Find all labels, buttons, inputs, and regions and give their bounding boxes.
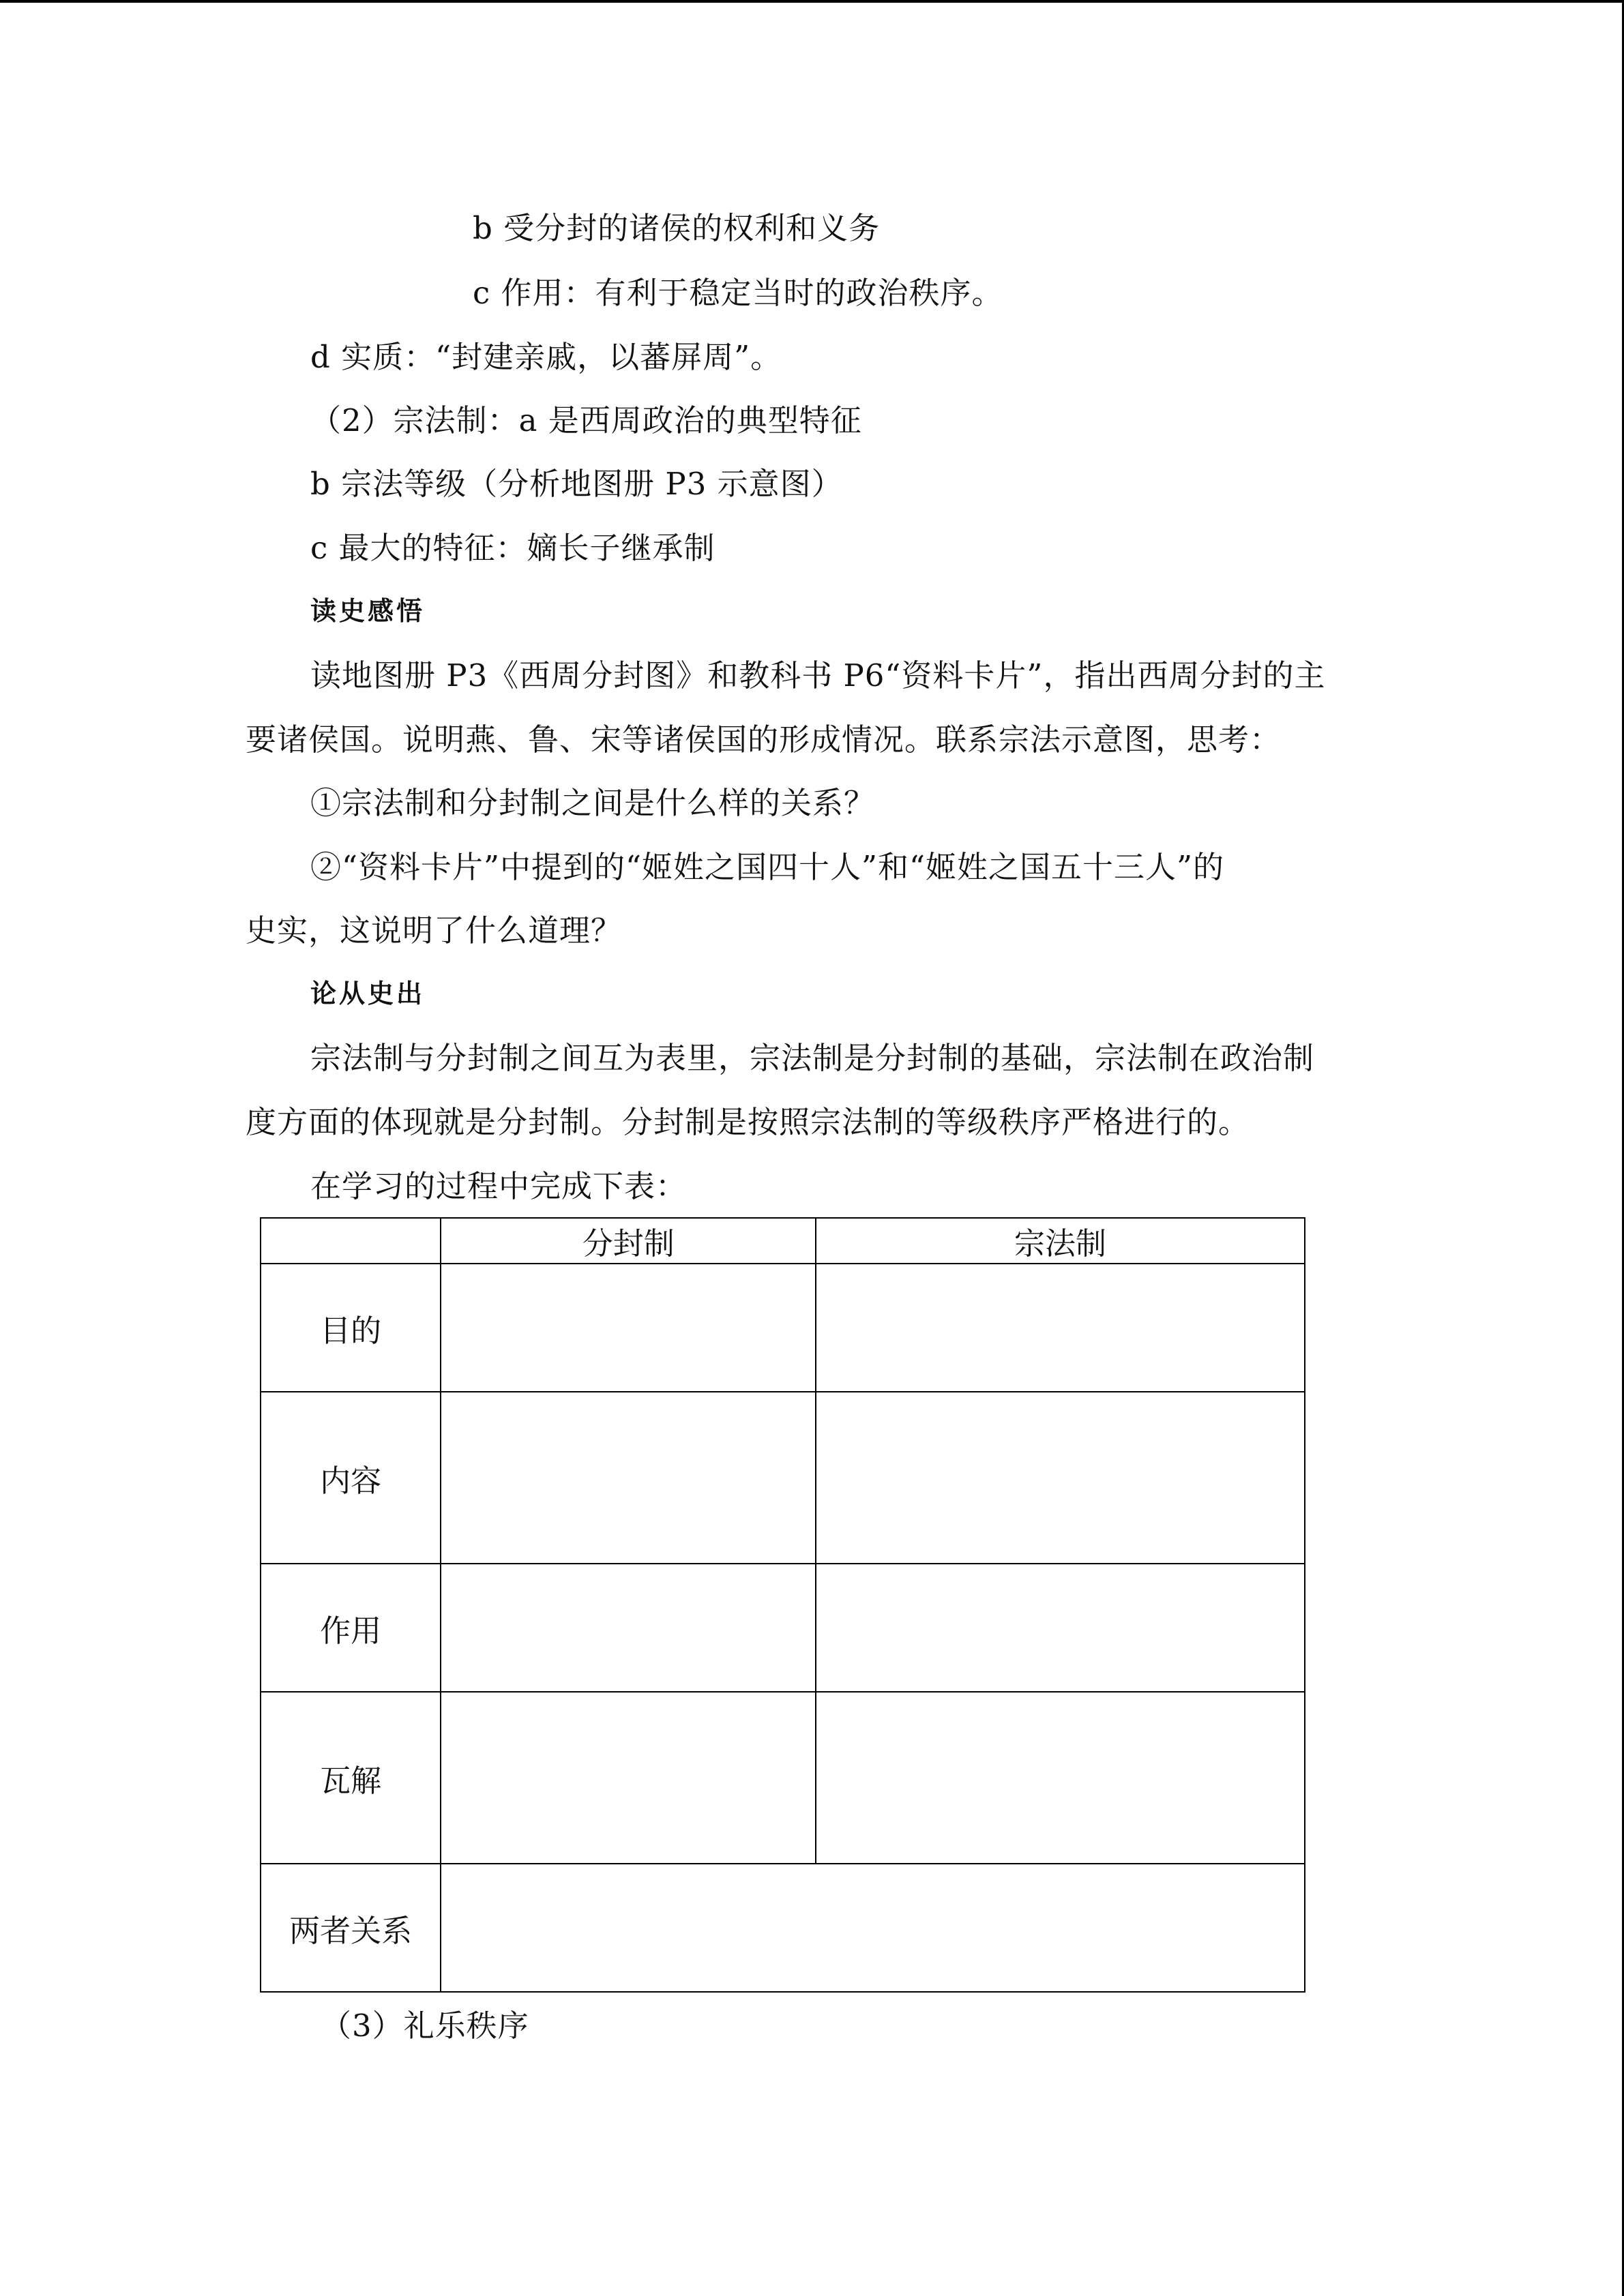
table-header-feudal: 分封制 bbox=[441, 1218, 816, 1264]
text-line-clan-hierarchy: b 宗法等级（分析地图册 P3 示意图） bbox=[310, 466, 843, 502]
blank-cell-purpose-clan[interactable] bbox=[816, 1264, 1305, 1392]
table-row bbox=[261, 1392, 1305, 1564]
page-top-border bbox=[0, 0, 1624, 3]
text-line-rites-music: （3）礼乐秩序 bbox=[321, 2008, 529, 2044]
section-heading-argument: 论从史出 bbox=[310, 979, 426, 1009]
table-header-row bbox=[261, 1218, 1305, 1264]
paragraph-argument-line-2: 度方面的体现就是分封制。分封制是按照宗法制的等级秩序严格进行的。 bbox=[246, 1104, 1250, 1140]
text-line-feudal-function: c 作用：有利于稳定当时的政治秩序。 bbox=[473, 275, 1003, 311]
blank-cell-collapse-clan[interactable] bbox=[816, 1692, 1305, 1864]
text-line-clan-system: （2）宗法制：a 是西周政治的典型特征 bbox=[310, 402, 862, 438]
paragraph-reading-line-2: 要诸侯国。说明燕、鲁、宋等诸侯国的形成情况。联系宗法示意图，思考： bbox=[246, 721, 1282, 758]
blank-cell-purpose-feudal[interactable] bbox=[441, 1264, 816, 1392]
paragraph-reading-line-1: 读地图册 P3《西周分封图》和教科书 P6“资料卡片”，指出西周分封的主 bbox=[310, 657, 1326, 694]
table-row bbox=[261, 1564, 1305, 1692]
blank-cell-function-clan[interactable] bbox=[816, 1564, 1305, 1692]
row-label-content: 内容 bbox=[261, 1392, 441, 1564]
table-row bbox=[261, 1264, 1305, 1392]
row-label-relationship: 两者关系 bbox=[261, 1864, 441, 1992]
blank-cell-content-clan[interactable] bbox=[816, 1392, 1305, 1564]
table-row bbox=[261, 1692, 1305, 1864]
blank-cell-function-feudal[interactable] bbox=[441, 1564, 816, 1692]
section-heading-reading: 读史感悟 bbox=[310, 596, 426, 626]
row-label-function: 作用 bbox=[261, 1564, 441, 1692]
row-label-collapse: 瓦解 bbox=[261, 1692, 441, 1864]
text-line-clan-feature: c 最大的特征：嫡长子继承制 bbox=[310, 530, 715, 566]
blank-cell-content-feudal[interactable] bbox=[441, 1392, 816, 1564]
table-header-clan: 宗法制 bbox=[816, 1218, 1305, 1264]
question-2-line-1: ②“资料卡片”中提到的“姬姓之国四十人”和“姬姓之国五十三人”的 bbox=[310, 849, 1225, 885]
question-1: ①宗法制和分封制之间是什么样的关系？ bbox=[310, 785, 876, 821]
question-2-line-2: 史实，这说明了什么道理？ bbox=[246, 912, 623, 949]
comparison-table bbox=[260, 1217, 1305, 1993]
text-line-feudal-essence: d 实质：“封建亲戚，以蕃屏周”。 bbox=[310, 339, 782, 375]
table-intro: 在学习的过程中完成下表： bbox=[310, 1168, 688, 1204]
blank-cell-collapse-feudal[interactable] bbox=[441, 1692, 816, 1864]
table-header-empty bbox=[261, 1218, 441, 1264]
text-line-feudal-rights: b 受分封的诸侯的权利和义务 bbox=[473, 210, 881, 246]
table-row bbox=[261, 1864, 1305, 1992]
paragraph-argument-line-1: 宗法制与分封制之间互为表里，宗法制是分封制的基础，宗法制在政治制 bbox=[310, 1040, 1315, 1076]
blank-cell-relationship[interactable] bbox=[441, 1864, 1305, 1992]
row-label-purpose: 目的 bbox=[261, 1264, 441, 1392]
